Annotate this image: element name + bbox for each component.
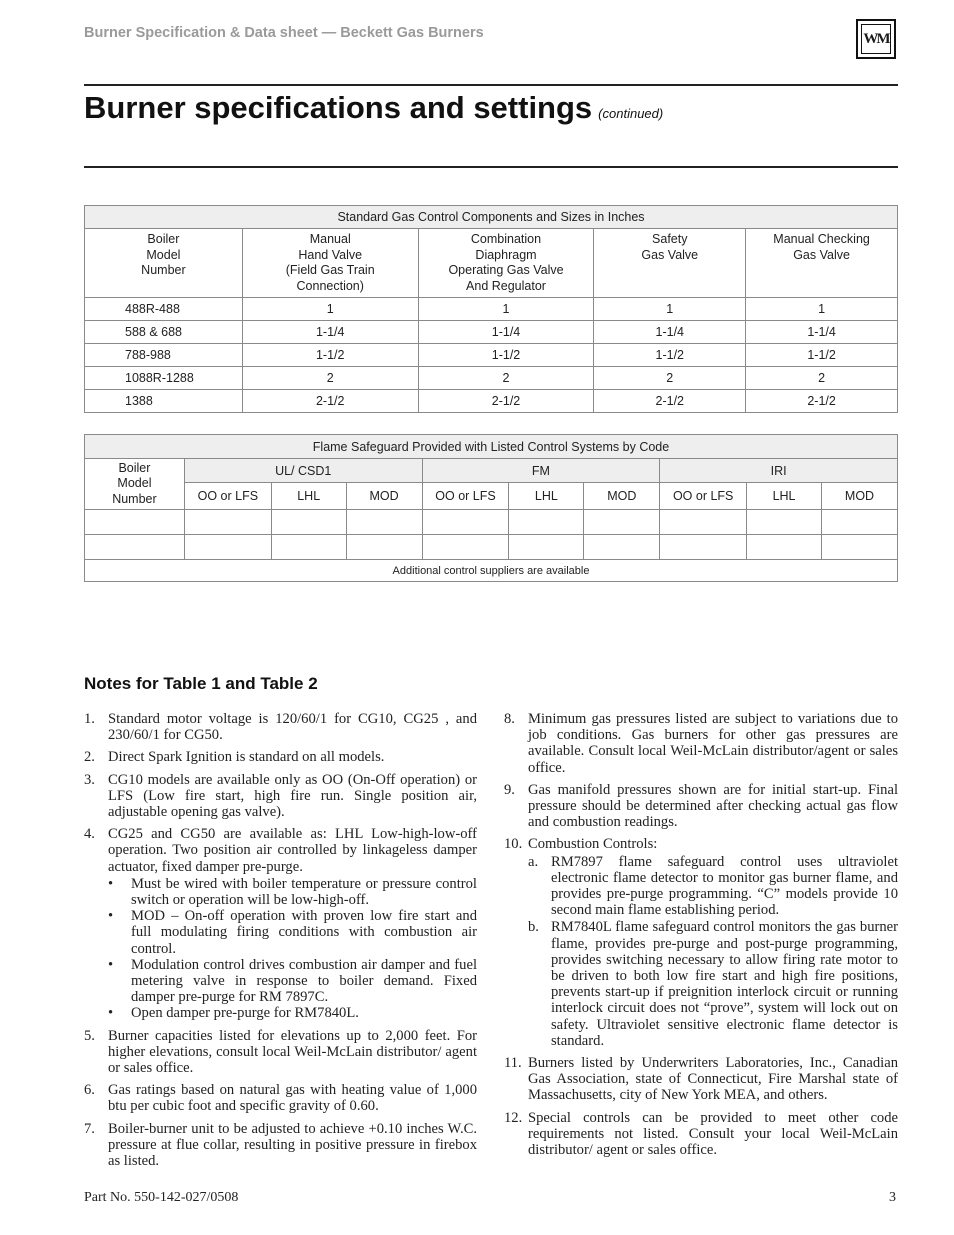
table2-group-fm: FM (422, 459, 660, 483)
bullet-text: Modulation control drives combustion air damper and fuel metering valve in response to boiler demand. Fixed damper pre-purge for RM 7897C. (131, 956, 477, 1006)
note-bullet-list (108, 876, 477, 1022)
note-text: Special controls can be provided to meet other code requirements not listed. Consult your local Weil-McLain distributor/ agent or sales office. (528, 1109, 898, 1159)
note-item (84, 1028, 477, 1077)
note-item (504, 836, 898, 1049)
table-cell (822, 535, 898, 560)
table2-header-model: Boiler Model Number (85, 459, 185, 510)
table-cell: 1-1/2 (242, 344, 418, 367)
table-cell: 1388 (85, 390, 243, 413)
table2-group-iri: IRI (660, 459, 898, 483)
note-text: Burners listed by Underwriters Laboratories, Inc., Canadian Gas Association, state of Connecticut, Fire Marshal state of Massachusetts, city of New York MEA, and others. (528, 1055, 898, 1104)
note-text: Combustion Controls: (528, 836, 658, 853)
table2-subheader: OO or LFS (422, 483, 509, 510)
bullet-text: Open damper pre-purge for RM7840L. (131, 1005, 359, 1022)
table-row (85, 298, 898, 321)
table1-header-checking-valve: Manual Checking Gas Valve (746, 229, 898, 298)
table-cell: 2 (242, 367, 418, 390)
note-item (84, 772, 477, 821)
bullet-item (108, 908, 477, 957)
note-text: CG25 and CG50 are available as: LHL Low-high-low-off operation. Two position air controlled by linkageless damper actuator, fixed damper pre-purge. (108, 826, 477, 875)
table-cell: 2 (594, 367, 746, 390)
table-cell: 588 & 688 (85, 321, 243, 344)
note-item (84, 826, 477, 1021)
table-row (85, 510, 898, 535)
title-rule (84, 166, 898, 168)
table-cell (822, 510, 898, 535)
table2-subheader: LHL (509, 483, 584, 510)
table-cell (747, 510, 822, 535)
note-item (84, 749, 477, 765)
table-cell (85, 535, 185, 560)
table-cell: 1-1/2 (746, 344, 898, 367)
notes-right-column (504, 711, 898, 1164)
notes-title: Notes for Table 1 and Table 2 (84, 674, 318, 693)
table-cell (422, 535, 509, 560)
table-cell: 1 (594, 298, 746, 321)
note-number: 9. (504, 781, 515, 798)
table-row (85, 390, 898, 413)
note-subitem (528, 919, 898, 1049)
page-number: 3 (889, 1190, 896, 1205)
note-item (504, 711, 898, 776)
bullet-icon: • (108, 875, 114, 892)
part-number: Part No. 550-142-027/0508 (84, 1190, 239, 1205)
note-item (504, 1055, 898, 1104)
table-cell: 2 (418, 367, 594, 390)
note-text: CG10 models are available only as OO (On-Off operation) or LFS (Low fire start, high fire run. Single position air, adjustable opening gas valve). (108, 771, 477, 821)
note-number: 2. (84, 749, 95, 766)
page-title-suffix: (continued) (598, 106, 664, 121)
subitem-text: RM7897 flame safeguard control uses ultraviolet electronic flame detector to monitor gas burner flame, and provides pre-purge programming. “C” models provide 10 second main flame establishing period. (551, 853, 898, 919)
bullet-item (108, 1005, 477, 1021)
table1-caption: Standard Gas Control Components and Sizes in Inches (85, 206, 898, 229)
table2-subheader: MOD (822, 483, 898, 510)
subitem-marker: b. (528, 919, 539, 936)
note-number: 4. (84, 826, 95, 843)
note-text: Burner capacities listed for elevations up to 2,000 feet. For higher elevations, consult local Weil-McLain distributor/ agent or sales office. (108, 1027, 477, 1077)
table-cell (747, 535, 822, 560)
table-cell: 488R-488 (85, 298, 243, 321)
note-text: Standard motor voltage is 120/60/1 for CG10, CG25 , and 230/60/1 for CG50. (108, 711, 477, 744)
gas-control-components-table (84, 205, 898, 413)
table2-caption: Flame Safeguard Provided with Listed Control Systems by Code (85, 435, 898, 459)
subitem-marker: a. (528, 853, 539, 870)
table-cell: 2-1/2 (594, 390, 746, 413)
table-cell: 1-1/4 (746, 321, 898, 344)
table2-subheader: LHL (747, 483, 822, 510)
table-cell: 2-1/2 (746, 390, 898, 413)
bullet-text: MOD – On-off operation with proven low fire start and full modulating firing conditions with combustion air control. (131, 908, 477, 957)
bullet-text: Must be wired with boiler temperature or pressure control switch or operation will be low-high-off. (131, 875, 477, 909)
table-row (85, 321, 898, 344)
table-cell (346, 510, 422, 535)
note-number: 6. (84, 1082, 95, 1099)
note-item (84, 711, 477, 743)
flame-safeguard-table (84, 434, 898, 582)
subitem-text: RM7840L flame safeguard control monitors the gas burner flame, provides pre-purge and post-purge programming, provides switching necessary to allow firing rate motor to be driven to both low fire start and high fire positions, prevents start-up if preignition interlock circuit or running interlock circuit does not “prove”, system will lock out on safety. Ultraviolet sensitive electronic flame detector is standard. (551, 919, 898, 1049)
page-title (84, 90, 663, 126)
table-row (85, 367, 898, 390)
note-number: 3. (84, 771, 95, 788)
table-cell (422, 510, 509, 535)
table-cell: 1-1/4 (418, 321, 594, 344)
table2-subheader: OO or LFS (660, 483, 747, 510)
table-cell (584, 535, 660, 560)
table1-header-hand-valve: Manual Hand Valve (Field Gas Train Connection) (242, 229, 418, 298)
table-cell: 1-1/2 (418, 344, 594, 367)
bullet-item (108, 957, 477, 1006)
note-number: 10. (504, 836, 523, 853)
table-cell (509, 510, 584, 535)
table-cell: 1 (242, 298, 418, 321)
note-number: 5. (84, 1027, 95, 1044)
note-number: 8. (504, 711, 515, 727)
note-number: 1. (84, 711, 95, 727)
table-cell: 1 (418, 298, 594, 321)
table-cell: 2-1/2 (418, 390, 594, 413)
bullet-icon: • (108, 908, 114, 925)
logo-mark: WM (861, 24, 891, 54)
note-text: Minimum gas pressures listed are subject to variations due to job conditions. Gas burners for other gas pressures are available. Consult local Weil-McLain distributor/agent or sales office. (528, 711, 898, 776)
note-item (504, 782, 898, 831)
table2-subheader: MOD (584, 483, 660, 510)
header-rule (84, 84, 898, 86)
weil-mclain-logo (856, 19, 896, 59)
table-row (85, 344, 898, 367)
table-cell: 1-1/4 (242, 321, 418, 344)
table1-header-safety-valve: Safety Gas Valve (594, 229, 746, 298)
note-subitem (528, 854, 898, 919)
table-cell (584, 510, 660, 535)
table2-footer-note: Additional control suppliers are available (85, 560, 898, 582)
bullet-icon: • (108, 1005, 114, 1022)
table-cell (271, 535, 346, 560)
note-number: 7. (84, 1120, 95, 1137)
table-cell (660, 510, 747, 535)
notes-left-column (84, 711, 477, 1175)
note-item (84, 1082, 477, 1114)
note-item (504, 1110, 898, 1159)
table-cell: 1088R-1288 (85, 367, 243, 390)
table-cell (184, 510, 271, 535)
table-row (85, 535, 898, 560)
table2-subheader: MOD (346, 483, 422, 510)
table-cell (271, 510, 346, 535)
note-text: Gas ratings based on natural gas with heating value of 1,000 btu per cubic foot and specific gravity of 0.60. (108, 1082, 477, 1115)
note-item (84, 1121, 477, 1170)
table-cell: 1 (746, 298, 898, 321)
bullet-icon: • (108, 956, 114, 973)
bullet-item (108, 876, 477, 908)
table1-header-model: Boiler Model Number (85, 229, 243, 298)
note-text: Boiler-burner unit to be adjusted to achieve +0.10 inches W.C. pressure at flue collar, resulting in positive pressure in firebox as listed. (108, 1120, 477, 1170)
table-cell (509, 535, 584, 560)
table-cell: 2 (746, 367, 898, 390)
document-header: Burner Specification & Data sheet — Beckett Gas Burners (84, 25, 484, 41)
table-cell (85, 510, 185, 535)
note-number: 11. (504, 1055, 522, 1072)
page-title-main: Burner specifications and settings (84, 90, 593, 125)
note-text: Gas manifold pressures shown are for initial start-up. Final pressure should be determined after checking actual gas flow and combustion readings. (528, 781, 898, 831)
table-cell: 1-1/4 (594, 321, 746, 344)
table2-group-ul-csd1: UL/ CSD1 (184, 459, 422, 483)
table1-header-combination-valve: Combination Diaphragm Operating Gas Valve And Regulator (418, 229, 594, 298)
note-number: 12. (504, 1109, 523, 1126)
note-text: Direct Spark Ignition is standard on all models. (108, 749, 385, 766)
table-cell: 788-988 (85, 344, 243, 367)
table-cell: 1-1/2 (594, 344, 746, 367)
table2-subheader: OO or LFS (184, 483, 271, 510)
table-cell (184, 535, 271, 560)
table2-subheader: LHL (271, 483, 346, 510)
table-cell: 2-1/2 (242, 390, 418, 413)
table-cell (660, 535, 747, 560)
table-cell (346, 535, 422, 560)
